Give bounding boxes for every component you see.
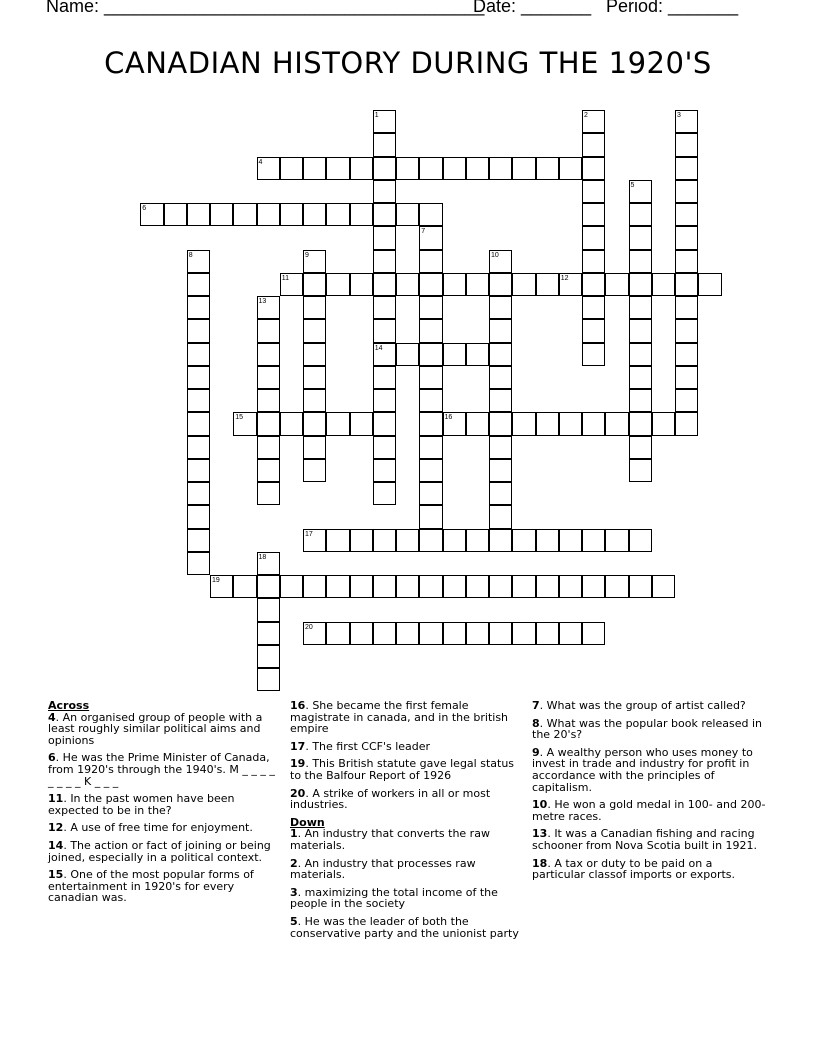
clue-column-2 bbox=[290, 700, 522, 945]
grid-cell[interactable] bbox=[187, 505, 210, 528]
clue-number-19: 19 bbox=[212, 577, 220, 584]
grid-cell[interactable] bbox=[350, 622, 373, 645]
grid-cell[interactable] bbox=[257, 203, 280, 226]
grid-cell[interactable] bbox=[303, 203, 326, 226]
grid-cell[interactable] bbox=[466, 412, 489, 435]
grid-cell[interactable] bbox=[489, 412, 512, 435]
clue-down-9: 9. A wealthy person who uses money to invest in trade and industry for profit in accordance with the principles of capitalism. bbox=[532, 745, 753, 794]
grid-cell[interactable] bbox=[559, 622, 582, 645]
grid-cell[interactable] bbox=[373, 273, 396, 296]
grid-cell[interactable] bbox=[303, 366, 326, 389]
clue-number-5: 5 bbox=[630, 181, 635, 189]
grid-cell[interactable] bbox=[350, 157, 373, 180]
grid-cell[interactable] bbox=[443, 529, 466, 552]
grid-cell[interactable] bbox=[373, 529, 396, 552]
grid-cell[interactable] bbox=[419, 157, 442, 180]
grid-cell[interactable] bbox=[629, 459, 652, 482]
grid-cell[interactable] bbox=[489, 459, 512, 482]
grid-cell[interactable] bbox=[582, 412, 605, 435]
grid-cell[interactable] bbox=[466, 343, 489, 366]
grid-cell[interactable] bbox=[512, 575, 535, 598]
grid-cell[interactable] bbox=[396, 529, 419, 552]
grid-cell[interactable] bbox=[536, 529, 559, 552]
clue-number-9: 9 bbox=[305, 251, 309, 259]
grid-cell[interactable] bbox=[280, 412, 303, 435]
grid-cell[interactable] bbox=[419, 505, 442, 528]
grid-cell[interactable] bbox=[629, 226, 652, 249]
grid-cell[interactable] bbox=[396, 575, 419, 598]
grid-cell[interactable] bbox=[373, 319, 396, 342]
grid-cell[interactable] bbox=[419, 296, 442, 319]
grid-cell[interactable] bbox=[257, 366, 280, 389]
grid-cell[interactable] bbox=[675, 180, 698, 203]
grid-cell[interactable] bbox=[303, 389, 326, 412]
grid-cell[interactable] bbox=[303, 343, 326, 366]
grid-cell[interactable] bbox=[257, 598, 280, 621]
clue-across-4: 4. An organised group of people with a least roughly similar political aims and opinions bbox=[48, 710, 263, 747]
grid-cell[interactable] bbox=[489, 505, 512, 528]
clue-across-12: 12. A use of free time for enjoyment. bbox=[48, 821, 253, 835]
grid-cell[interactable] bbox=[280, 157, 303, 180]
clue-number-18: 18 bbox=[258, 553, 267, 561]
grid-cell[interactable] bbox=[675, 226, 698, 249]
grid-cell[interactable] bbox=[489, 436, 512, 459]
grid-cell[interactable] bbox=[443, 575, 466, 598]
grid-cell[interactable] bbox=[652, 575, 675, 598]
grid-cell[interactable] bbox=[489, 296, 512, 319]
clue-number-4: 4 bbox=[258, 158, 263, 166]
grid-cell[interactable] bbox=[373, 412, 396, 435]
grid-cell[interactable] bbox=[326, 529, 349, 552]
clue-down-3: 3. maximizing the total income of the people in the society bbox=[290, 885, 498, 911]
grid-cell[interactable] bbox=[605, 529, 628, 552]
grid-cell[interactable] bbox=[489, 575, 512, 598]
grid-cell[interactable] bbox=[489, 366, 512, 389]
grid-cell[interactable] bbox=[629, 366, 652, 389]
grid-cell[interactable] bbox=[257, 575, 280, 598]
grid-cell[interactable] bbox=[257, 343, 280, 366]
grid-cell[interactable] bbox=[489, 157, 512, 180]
grid-cell[interactable] bbox=[652, 412, 675, 435]
grid-cell[interactable] bbox=[373, 389, 396, 412]
grid-cell[interactable] bbox=[675, 203, 698, 226]
grid-cell[interactable] bbox=[303, 412, 326, 435]
grid-cell[interactable] bbox=[489, 343, 512, 366]
clue-down-5: 5. He was the leader of both the conservative party and the unionist party bbox=[290, 914, 519, 940]
grid-cell[interactable] bbox=[675, 343, 698, 366]
grid-cell[interactable] bbox=[303, 296, 326, 319]
grid-cell[interactable] bbox=[489, 529, 512, 552]
grid-cell[interactable] bbox=[257, 459, 280, 482]
clue-number-2: 2 bbox=[584, 112, 588, 119]
grid-cell[interactable] bbox=[257, 622, 280, 645]
clue-number-12: 12 bbox=[560, 274, 569, 282]
grid-cell[interactable] bbox=[419, 366, 442, 389]
grid-cell[interactable] bbox=[419, 436, 442, 459]
grid-cell[interactable] bbox=[187, 482, 210, 505]
grid-cell[interactable] bbox=[536, 273, 559, 296]
grid-cell[interactable] bbox=[675, 366, 698, 389]
grid-cell[interactable] bbox=[652, 273, 675, 296]
grid-cell[interactable] bbox=[303, 273, 326, 296]
grid-cell[interactable] bbox=[675, 412, 698, 435]
grid-cell[interactable] bbox=[373, 622, 396, 645]
grid-cell[interactable] bbox=[326, 622, 349, 645]
grid-cell[interactable] bbox=[605, 575, 628, 598]
down-heading: Down bbox=[290, 815, 325, 829]
grid-cell[interactable] bbox=[582, 250, 605, 273]
grid-cell[interactable] bbox=[187, 366, 210, 389]
grid-cell[interactable] bbox=[559, 412, 582, 435]
clue-column-3 bbox=[532, 700, 768, 887]
grid-cell[interactable] bbox=[303, 319, 326, 342]
grid-cell[interactable] bbox=[675, 250, 698, 273]
grid-cell[interactable] bbox=[373, 203, 396, 226]
grid-cell[interactable] bbox=[582, 343, 605, 366]
clue-down-7: 7. What was the group of artist called? bbox=[532, 699, 746, 712]
grid-cell[interactable] bbox=[629, 343, 652, 366]
grid-cell[interactable] bbox=[257, 436, 280, 459]
across-heading: Across bbox=[48, 699, 90, 712]
grid-cell[interactable] bbox=[629, 273, 652, 296]
grid-cell[interactable] bbox=[373, 575, 396, 598]
grid-cell[interactable] bbox=[280, 203, 303, 226]
clue-number-15: 15 bbox=[235, 414, 244, 422]
date-field[interactable]: Date: _______ bbox=[473, 0, 592, 16]
grid-cell[interactable] bbox=[675, 157, 698, 180]
grid-cell[interactable] bbox=[419, 482, 442, 505]
grid-cell[interactable] bbox=[326, 273, 349, 296]
clue-across-14: 14. The action or fact of joining or being joined, especially in a political context. bbox=[48, 838, 271, 864]
grid-cell[interactable] bbox=[466, 157, 489, 180]
clue-down-18: 18. A tax or duty to be paid on a particular classof imports or exports. bbox=[532, 856, 736, 882]
grid-cell[interactable] bbox=[187, 436, 210, 459]
grid-cell[interactable] bbox=[303, 157, 326, 180]
clue-across-20: 20. A strike of workers in all or most industries. bbox=[290, 786, 491, 812]
grid-cell[interactable] bbox=[582, 529, 605, 552]
grid-cell[interactable] bbox=[373, 366, 396, 389]
grid-cell[interactable] bbox=[536, 157, 559, 180]
grid-cell[interactable] bbox=[257, 482, 280, 505]
grid-cell[interactable] bbox=[466, 273, 489, 296]
clue-across-11: 11. In the past women have been expected to be in the? bbox=[48, 792, 235, 817]
grid-cell[interactable] bbox=[350, 203, 373, 226]
grid-cell[interactable] bbox=[512, 157, 535, 180]
grid-cell[interactable] bbox=[629, 575, 652, 598]
clue-number-1: 1 bbox=[374, 112, 379, 119]
grid-cell[interactable] bbox=[419, 529, 442, 552]
grid-cell[interactable] bbox=[489, 482, 512, 505]
grid-cell[interactable] bbox=[582, 273, 605, 296]
clue-across-16: 16. She became the first female magistrate in canada, and in the british empire bbox=[290, 699, 509, 736]
grid-cell[interactable] bbox=[582, 180, 605, 203]
grid-cell[interactable] bbox=[210, 203, 233, 226]
grid-cell[interactable] bbox=[396, 343, 419, 366]
grid-cell[interactable] bbox=[629, 412, 652, 435]
grid-cell[interactable] bbox=[257, 412, 280, 435]
grid-cell[interactable] bbox=[257, 668, 280, 691]
grid-cell[interactable] bbox=[187, 273, 210, 296]
clue-number-14: 14 bbox=[374, 344, 383, 352]
grid-cell[interactable] bbox=[326, 157, 349, 180]
clue-number-6: 6 bbox=[142, 205, 147, 212]
grid-cell[interactable] bbox=[419, 319, 442, 342]
page-title: CANADIAN HISTORY DURING THE 1920'S bbox=[104, 46, 712, 80]
clue-number-7: 7 bbox=[421, 228, 426, 236]
grid-cell[interactable] bbox=[350, 273, 373, 296]
grid-cell[interactable] bbox=[443, 343, 466, 366]
grid-cell[interactable] bbox=[373, 133, 396, 156]
clue-column-1 bbox=[48, 700, 280, 910]
grid-cell[interactable] bbox=[419, 273, 442, 296]
grid-cell[interactable] bbox=[396, 203, 419, 226]
grid-cell[interactable] bbox=[582, 226, 605, 249]
grid-cell[interactable] bbox=[187, 343, 210, 366]
grid-cell[interactable] bbox=[605, 412, 628, 435]
grid-cell[interactable] bbox=[419, 622, 442, 645]
grid-cell[interactable] bbox=[466, 575, 489, 598]
grid-cell[interactable] bbox=[187, 203, 210, 226]
grid-cell[interactable] bbox=[257, 389, 280, 412]
grid-cell[interactable] bbox=[164, 203, 187, 226]
clue-down-8: 8. What was the popular book released in the 20's? bbox=[532, 716, 762, 742]
clue-number-11: 11 bbox=[281, 274, 290, 282]
clue-number-8: 8 bbox=[188, 251, 193, 259]
grid-cell[interactable] bbox=[187, 412, 210, 435]
grid-cell[interactable] bbox=[582, 622, 605, 645]
clue-number-3: 3 bbox=[677, 112, 681, 119]
grid-cell[interactable] bbox=[303, 459, 326, 482]
clue-number-17: 17 bbox=[305, 530, 313, 538]
grid-cell[interactable] bbox=[605, 273, 628, 296]
clue-down-2: 2. An industry that processes raw materials. bbox=[290, 856, 476, 882]
grid-cell[interactable] bbox=[443, 273, 466, 296]
grid-cell[interactable] bbox=[303, 436, 326, 459]
name-field[interactable]: Name: ______________________________________ bbox=[46, 0, 485, 16]
grid-cell[interactable] bbox=[559, 157, 582, 180]
grid-cell[interactable] bbox=[419, 203, 442, 226]
grid-cell[interactable] bbox=[373, 250, 396, 273]
grid-cell[interactable] bbox=[629, 529, 652, 552]
grid-cell[interactable] bbox=[187, 459, 210, 482]
grid-cell[interactable] bbox=[629, 436, 652, 459]
grid-cell[interactable] bbox=[396, 273, 419, 296]
period-field[interactable]: Period: _______ bbox=[606, 0, 739, 16]
grid-cell[interactable] bbox=[536, 575, 559, 598]
clue-down-10: 10. He won a gold medal in 100- and 200- metre races. bbox=[532, 798, 766, 823]
grid-cell[interactable] bbox=[396, 622, 419, 645]
grid-cell[interactable] bbox=[373, 157, 396, 180]
grid-cell[interactable] bbox=[466, 529, 489, 552]
grid-cell[interactable] bbox=[582, 203, 605, 226]
clue-down-13: 13. It was a Canadian fishing and racing schooner from Nova Scotia built in 1921. bbox=[532, 827, 758, 852]
clue-across-19: 19. This British statute gave legal status to the Balfour Report of 1926 bbox=[290, 757, 515, 782]
clue-across-6: 6. He was the Prime Minister of Canada, from 1920's through the 1940's. M _ _ _ _ _ _ _ _ K _ _ _ bbox=[48, 751, 275, 788]
grid-cell[interactable] bbox=[373, 436, 396, 459]
grid-cell[interactable] bbox=[675, 273, 698, 296]
clue-across-17: 17. The first CCF's leader bbox=[290, 739, 431, 753]
grid-cell[interactable] bbox=[187, 529, 210, 552]
grid-cell[interactable] bbox=[582, 157, 605, 180]
grid-cell[interactable] bbox=[629, 319, 652, 342]
grid-cell[interactable] bbox=[419, 389, 442, 412]
grid-cell[interactable] bbox=[559, 529, 582, 552]
grid-cell[interactable] bbox=[350, 575, 373, 598]
grid-cell[interactable] bbox=[489, 389, 512, 412]
grid-cell[interactable] bbox=[373, 180, 396, 203]
clue-number-20: 20 bbox=[305, 623, 313, 631]
grid-cell[interactable] bbox=[187, 319, 210, 342]
grid-cell[interactable] bbox=[489, 622, 512, 645]
grid-cell[interactable] bbox=[373, 226, 396, 249]
grid-cell[interactable] bbox=[536, 412, 559, 435]
grid-cell[interactable] bbox=[233, 575, 256, 598]
grid-cell[interactable] bbox=[419, 575, 442, 598]
clue-down-1: 1. An industry that converts the raw materials. bbox=[290, 827, 490, 852]
grid-cell[interactable] bbox=[675, 133, 698, 156]
grid-cell[interactable] bbox=[373, 459, 396, 482]
grid-cell[interactable] bbox=[350, 529, 373, 552]
grid-cell[interactable] bbox=[629, 203, 652, 226]
grid-cell[interactable] bbox=[582, 575, 605, 598]
grid-cell[interactable] bbox=[675, 296, 698, 319]
grid-cell[interactable] bbox=[489, 273, 512, 296]
grid-cell[interactable] bbox=[629, 296, 652, 319]
grid-cell[interactable] bbox=[419, 250, 442, 273]
grid-cell[interactable] bbox=[582, 133, 605, 156]
grid-cell[interactable] bbox=[187, 296, 210, 319]
grid-cell[interactable] bbox=[187, 552, 210, 575]
grid-cell[interactable] bbox=[419, 343, 442, 366]
grid-cell[interactable] bbox=[466, 622, 489, 645]
grid-cell[interactable] bbox=[675, 389, 698, 412]
grid-cell[interactable] bbox=[396, 157, 419, 180]
grid-cell[interactable] bbox=[303, 575, 326, 598]
grid-cell[interactable] bbox=[512, 622, 535, 645]
grid-cell[interactable] bbox=[326, 575, 349, 598]
grid-cell[interactable] bbox=[512, 529, 535, 552]
grid-cell[interactable] bbox=[629, 250, 652, 273]
clue-number-10: 10 bbox=[491, 251, 499, 259]
grid-cell[interactable] bbox=[582, 296, 605, 319]
clue-number-13: 13 bbox=[258, 298, 267, 305]
grid-cell[interactable] bbox=[233, 203, 256, 226]
grid-cell[interactable] bbox=[187, 389, 210, 412]
grid-cell[interactable] bbox=[582, 319, 605, 342]
grid-cell[interactable] bbox=[373, 482, 396, 505]
grid-cell[interactable] bbox=[326, 412, 349, 435]
grid-cell[interactable] bbox=[443, 157, 466, 180]
grid-cell[interactable] bbox=[536, 622, 559, 645]
grid-cell[interactable] bbox=[257, 645, 280, 668]
grid-cell[interactable] bbox=[419, 412, 442, 435]
grid-cell[interactable] bbox=[257, 319, 280, 342]
grid-cell[interactable] bbox=[443, 622, 466, 645]
grid-cell[interactable] bbox=[559, 575, 582, 598]
grid-cell[interactable] bbox=[280, 575, 303, 598]
grid-cell[interactable] bbox=[512, 273, 535, 296]
clue-across-15: 15. One of the most popular forms of entertainment in 1920's for every canadian was. bbox=[48, 868, 254, 905]
clue-number-16: 16 bbox=[444, 414, 453, 422]
grid-cell[interactable] bbox=[489, 319, 512, 342]
grid-cell[interactable] bbox=[629, 389, 652, 412]
grid-cell[interactable] bbox=[419, 459, 442, 482]
grid-cell[interactable] bbox=[675, 319, 698, 342]
grid-cell[interactable] bbox=[698, 273, 721, 296]
grid-cell[interactable] bbox=[326, 203, 349, 226]
grid-cell[interactable] bbox=[350, 412, 373, 435]
grid-cell[interactable] bbox=[373, 296, 396, 319]
grid-cell[interactable] bbox=[512, 412, 535, 435]
